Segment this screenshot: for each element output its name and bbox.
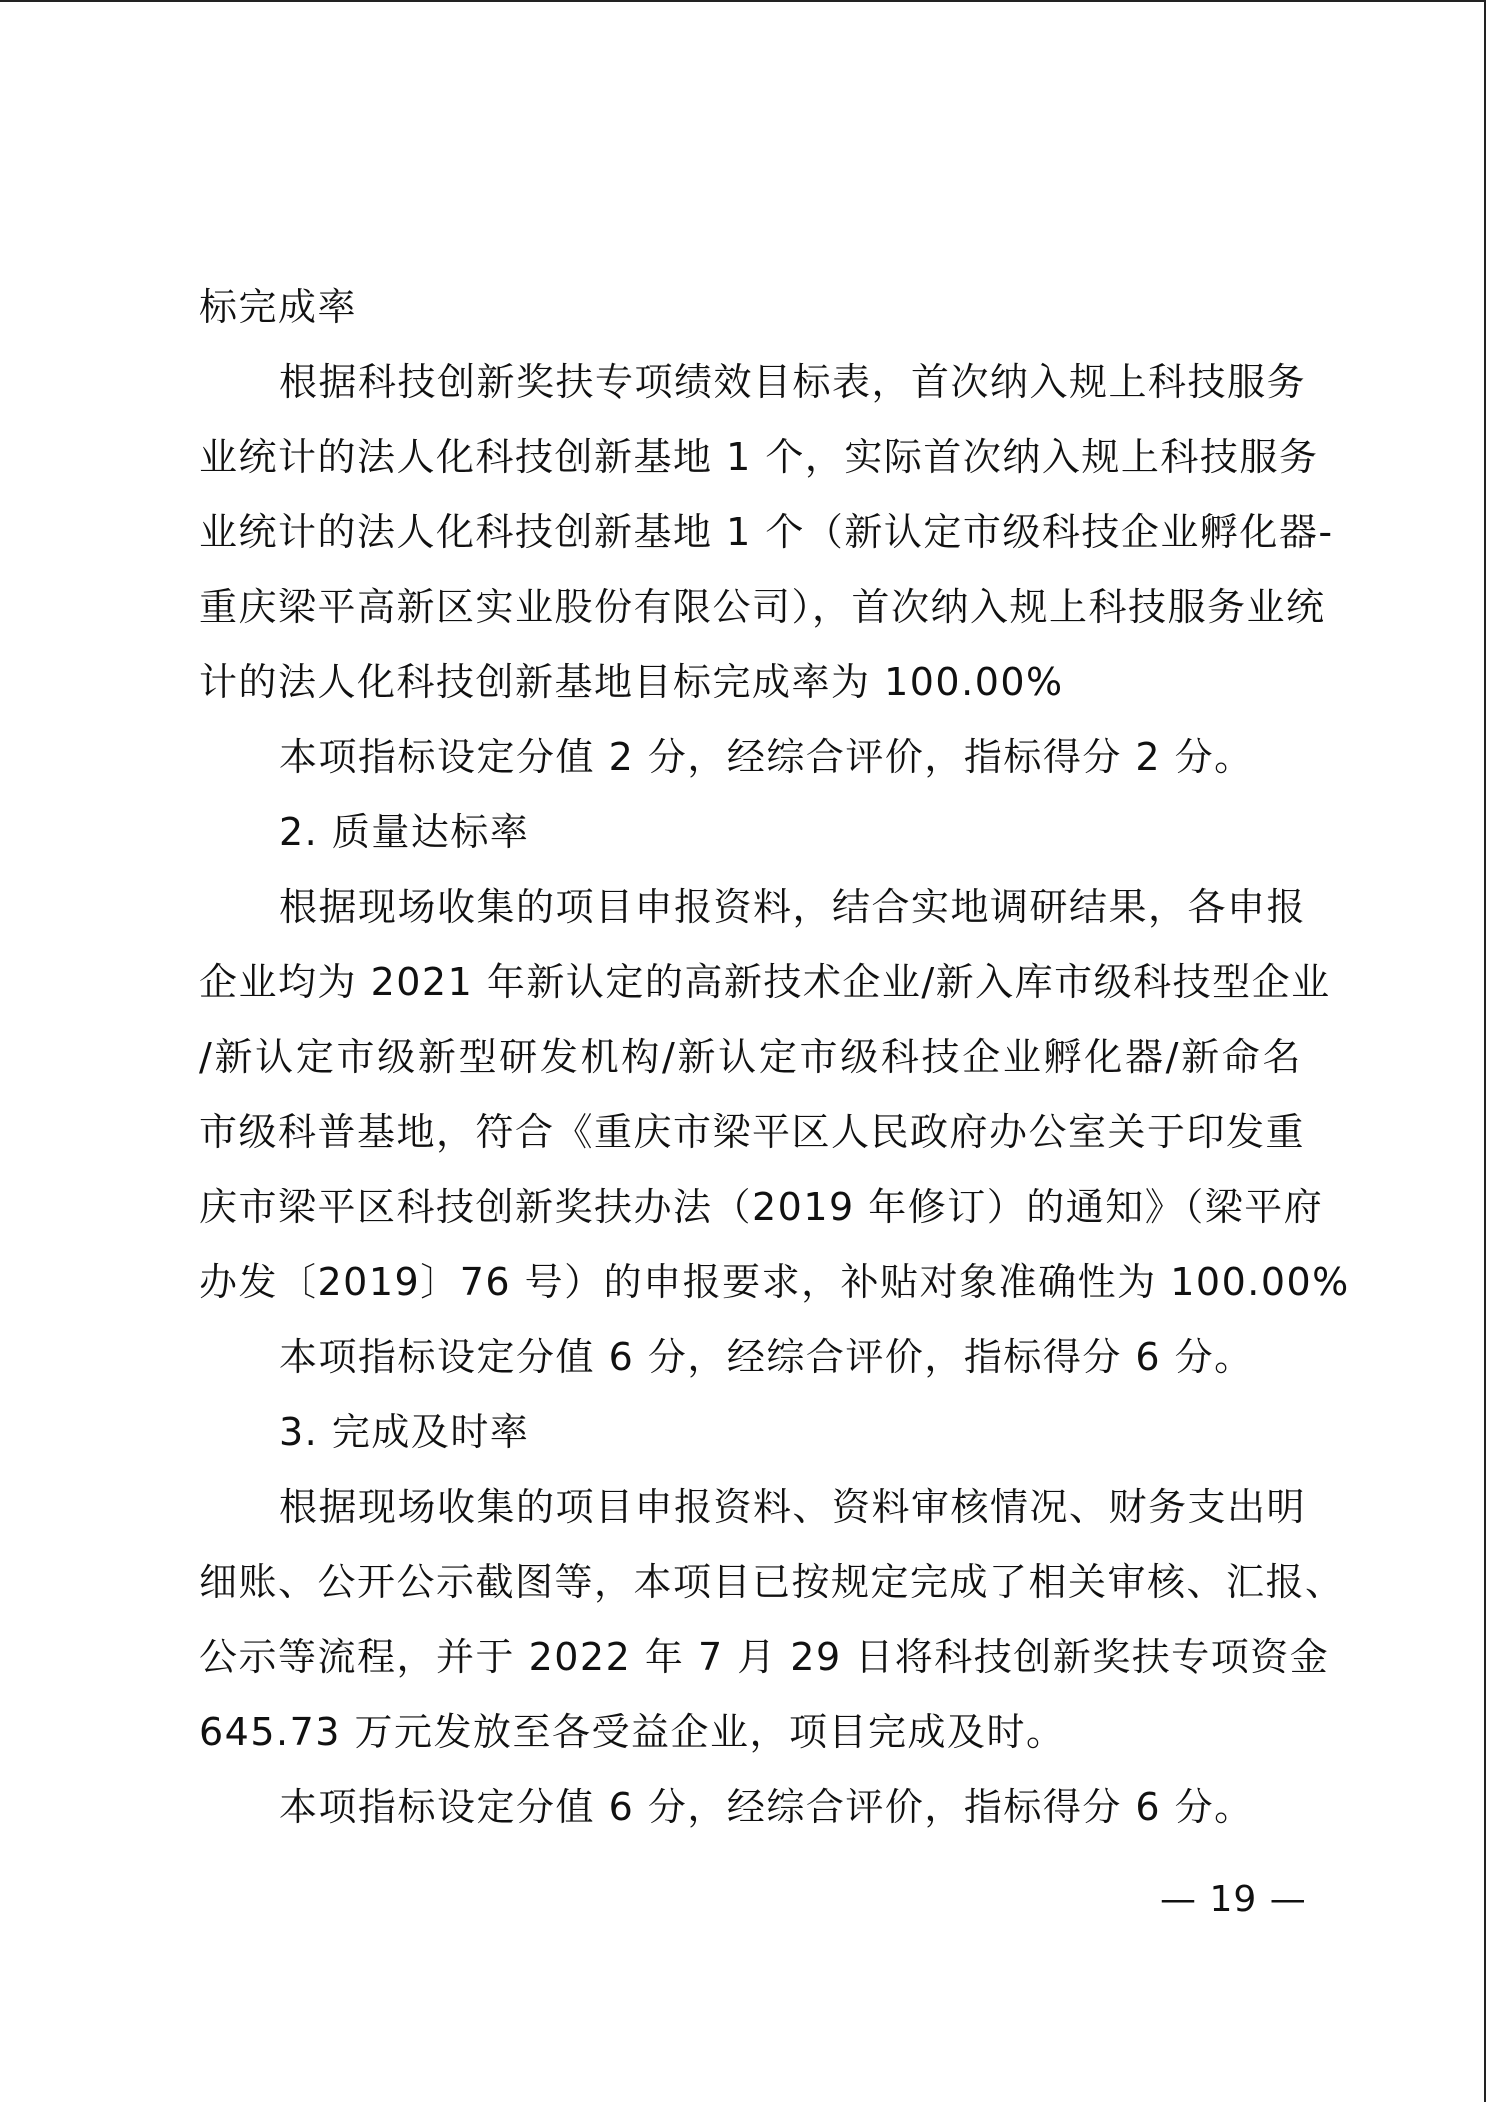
section-heading: 3. 完成及时率 xyxy=(279,1410,530,1454)
text-line: 标完成率 xyxy=(199,285,358,329)
text-line: /新认定市级新型研发机构/新认定市级科技企业孵化器/新命名 xyxy=(199,1035,1302,1079)
text-line: 业统计的法人化科技创新基地 1 个，实际首次纳入规上科技服务 xyxy=(199,435,1319,479)
score-line: 本项指标设定分值 2 分，经综合评价，指标得分 2 分。 xyxy=(279,735,1254,779)
text-line: 计的法人化科技创新基地目标完成率为 100.00% xyxy=(199,660,1064,704)
text-line: 庆市梁平区科技创新奖扶办法（2019 年修订）的通知》（梁平府 xyxy=(199,1185,1324,1229)
text-line: 细账、公开公示截图等，本项目已按规定完成了相关审核、汇报、 xyxy=(199,1560,1345,1604)
text-line: 企业均为 2021 年新认定的高新技术企业/新入库市级科技型企业 xyxy=(199,960,1331,1004)
text-line: 645.73 万元发放至各受益企业，项目完成及时。 xyxy=(199,1710,1066,1754)
text-line: 根据现场收集的项目申报资料，结合实地调研结果，各申报 xyxy=(279,885,1307,929)
text-line: 重庆梁平高新区实业股份有限公司），首次纳入规上科技服务业统 xyxy=(199,585,1326,629)
score-line: 本项指标设定分值 6 分，经综合评价，指标得分 6 分。 xyxy=(279,1335,1254,1379)
page-number: — 19 — xyxy=(1160,1879,1307,1920)
text-line: 公示等流程，并于 2022 年 7 月 29 日将科技创新奖扶专项资金 xyxy=(199,1635,1330,1679)
section-heading: 2. 质量达标率 xyxy=(279,810,530,854)
text-line: 业统计的法人化科技创新基地 1 个（新认定市级科技企业孵化器- xyxy=(199,510,1334,554)
score-line: 本项指标设定分值 6 分，经综合评价，指标得分 6 分。 xyxy=(279,1785,1254,1829)
text-line: 根据科技创新奖扶专项绩效目标表，首次纳入规上科技服务 xyxy=(279,360,1307,404)
text-line: 办发〔2019〕76 号）的申报要求，补贴对象准确性为 100.00% xyxy=(199,1260,1350,1304)
text-line: 市级科普基地，符合《重庆市梁平区人民政府办公室关于印发重 xyxy=(199,1110,1306,1154)
document-body xyxy=(199,270,1350,1845)
text-line: 根据现场收集的项目申报资料、资料审核情况、财务支出明 xyxy=(279,1485,1307,1529)
